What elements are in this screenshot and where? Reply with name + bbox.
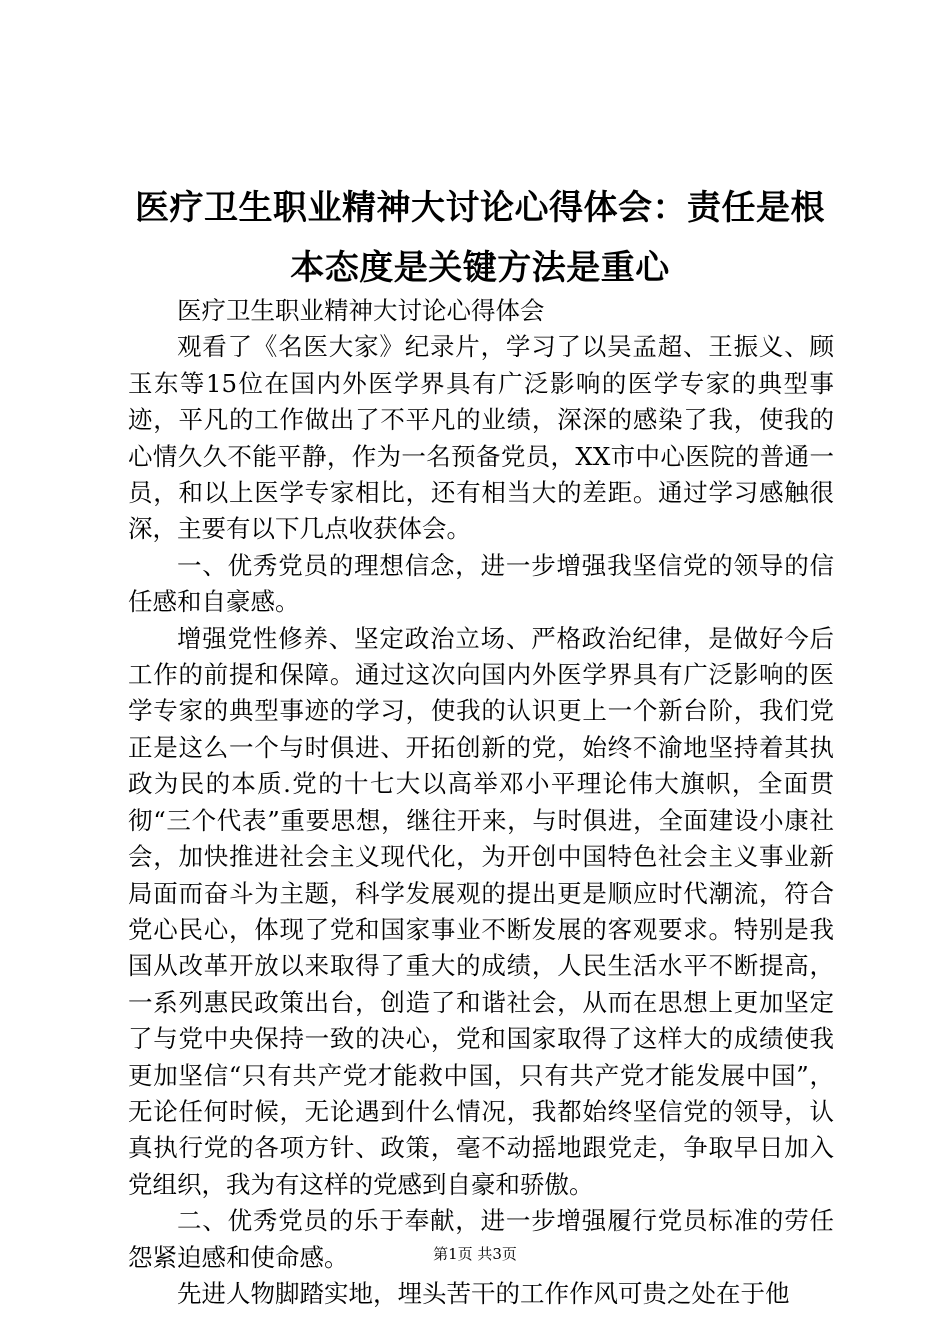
document-title: 医疗卫生职业精神大讨论心得体会：责任是根本态度是关键方法是重心 bbox=[135, 188, 825, 288]
page-indicator: 第1页 共3页 bbox=[433, 1245, 517, 1263]
paragraph: 一、优秀党员的理想信念，进一步增强我坚信党的领导的信任感和自豪感。 bbox=[128, 550, 834, 617]
paragraph: 增强党性修养、坚定政治立场、严格政治纪律，是做好今后工作的前提和保障。通过这次向国内外医学界具有广泛影响的医学专家的典型事迹的学习，使我的认识更上一个新台阶，我们党正是这么一个与时俱进、开拓创新的党，始终不渝地坚持着其执政为民的本质.党的十七大以高举邓小平理论伟大旗帜，全面贯彻“三个代表”重要思想，继往开来，与时俱进，全面建设小康社会，加快推进社会主义现代化，为开创中国特色社会主义事业新局面而奋斗为主题，科学发展观的提出更是顺应时代潮流，符合党心民心，体现了党和国家事业不断发展的客观要求。特别是我国从改革开放以来取得了重大的成绩，人民生活水平不断提高，一系列惠民政策出台，创造了和谐社会，从而在思想上更加坚定了与党中央保持一致的决心，党和国家取得了这样大的成绩使我更加坚信“只有共产党才能救中国，只有共产党才能发展中国”，无论任何时候，无论遇到什么情况，我都始终坚信党的领导，认真执行党的各项方针、政策，毫不动摇地跟党走，争取早日加入党组织，我为有这样的党感到自豪和骄傲。 bbox=[128, 623, 834, 1199]
paragraph: 观看了《名医大家》纪录片，学习了以吴孟超、王振义、顾玉东等15位在国内外医学界具有广泛影响的医学专家的典型事迹，平凡的工作做出了不平凡的业绩，深深的感染了我，使我的心情久久不能平静，作为一名预备党员，XX市中心医院的普通一员，和以上医学专家相比，还有相当大的差距。通过学习感触很深，主要有以下几点收获体会。 bbox=[128, 332, 834, 544]
paragraph: 先进人物脚踏实地，埋头苦干的工作作风可贵之处在于他 bbox=[177, 1278, 790, 1308]
document-subtitle: 医疗卫生职业精神大讨论心得体会 bbox=[177, 296, 545, 325]
document-body bbox=[128, 293, 834, 1312]
page-footer bbox=[0, 1244, 950, 1264]
paragraph: 二、优秀党员的乐于奉献，进一步增强履行党员标准的劳任怨紧迫感和使命感。 bbox=[128, 1206, 834, 1272]
